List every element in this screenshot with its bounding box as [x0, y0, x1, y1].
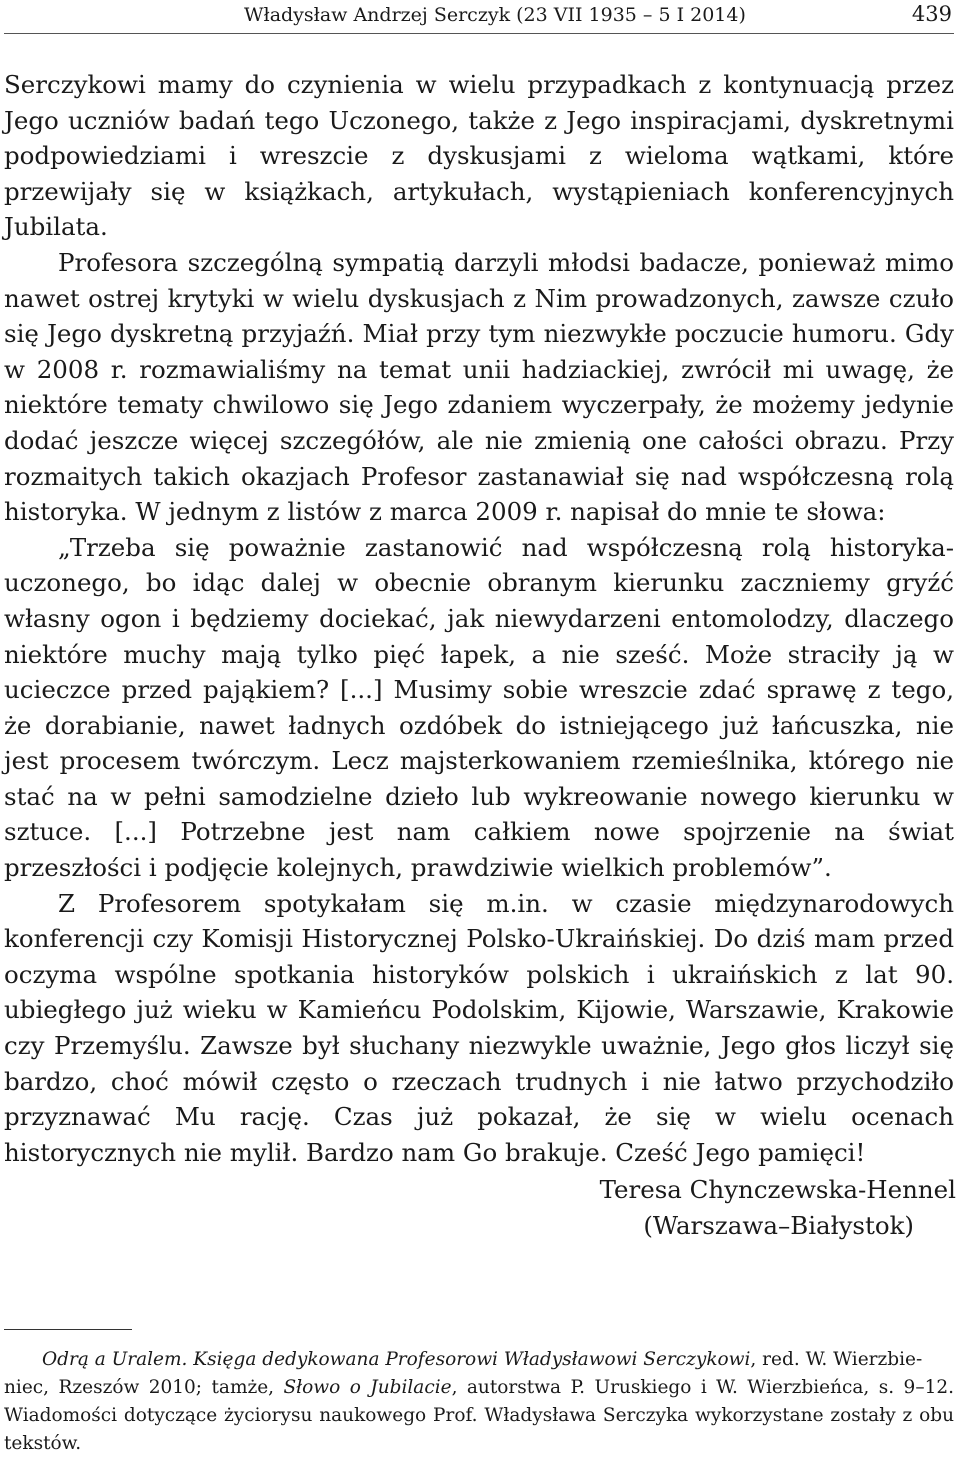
author-name: Teresa Chynczewska-Hennel: [599, 1175, 956, 1204]
footnote-article-title: Słowo o Jubilacie: [283, 1377, 452, 1398]
footnote: [4, 1346, 954, 1458]
page-number: 439: [911, 2, 952, 26]
signature-block: [600, 1172, 956, 1244]
footnote-book-title: Odrą a Uralem. Księga dedykowana Profesorowi Władysławowi Serczykowi: [42, 1349, 751, 1370]
running-title: Władysław Andrzej Serczyk (23 VII 1935 – 5 I 2014): [244, 4, 746, 26]
footnote-text-3: , autorstwa P. Uruskiego i W. Wierzbieńca, s. 9–12. Wiadomości dotyczące życiorysu naukowego Prof. Władysława Serczyka wykorzystane zostały z obu tekstów.: [4, 1377, 954, 1454]
paragraph-2: Profesora szczególną sympatią darzyli młodsi badacze, ponieważ mimo nawet ostrej krytyki w wielu dyskusjach z Nim prowadzonych, zawsze czuło się Jego dyskretną przyjaźń. Miał przy tym niezwykłe poczucie humoru. Gdy w 2008 r. rozmawialiśmy na temat unii hadziackiej, zwrócił mi uwagę, że niektóre tematy chwilowo się Jego zdaniem wyczerpały, że możemy jedynie dodać jeszcze więcej szczegółów, ale nie zmienią one całości obrazu. Przy rozmaitych takich okazjach Profesor zastanawiał się nad współczesną rolą historyka. W jednym z listów z marca 2009 r. napisał do mnie te słowa:: [4, 247, 954, 527]
footnote-rule: [4, 1329, 132, 1330]
header-rule: [4, 33, 954, 34]
main-text: [4, 67, 954, 1170]
quote-paragraph: „Trzeba się poważnie zastanowić nad współczesną rolą historyka-uczonego, bo idąc dalej w obecnie obranym kierunku zaczniemy gryźć własny ogon i będziemy dociekać, jak niewydarzeni entomolodzy, dlaczego niektóre muchy mają tylko pięć łapek, a nie sześć. Może straciły ją w ucieczce przed pająkiem? [...] Musimy sobie wreszcie zdać sprawę z tego, że dorabianie, nawet ładnych ozdóbek do istniejącego już łańcuszka, nie jest procesem twórczym. Lecz majsterkowaniem rzemieślnika, którego nie stać na w pełni samodzielne dzieło lub wykreowanie nowego kierunku w sztuce. [...] Potrzebne jest nam całkiem nowe spojrzenie na świat przeszłości i podjęcie kolejnych, prawdziwie wielkich problemów”.: [4, 532, 954, 883]
footnote-text-2: niec, Rzeszów 2010; tamże,: [4, 1377, 284, 1398]
author-affiliation: (Warszawa–Białystok): [643, 1211, 914, 1240]
footnote-continuation: [4, 1374, 954, 1458]
paragraph-3: Z Profesorem spotykałam się m.in. w czasie międzynarodowych konferencji czy Komisji Historycznej Polsko-Ukraińskiej. Do dziś mam przed oczyma wspólne spotkania historyków polskich i ukraińskich z lat 90. ubiegłego już wieku w Kamieńcu Podolskim, Kijowie, Warszawie, Krakowie czy Przemyślu. Zawsze był słuchany niezwykle uważnie, Jego głos liczył się bardzo, choć mówił często o rzeczach trudnych i nie łatwo przychodziło przyznawać Mu rację. Czas już pokazał, że się w wielu ocenach historycznych nie mylił. Bardzo nam Go brakuje. Cześć Jego pamięci!: [4, 888, 954, 1167]
footnote-text-1: , red. W. Wierzbie-: [750, 1349, 923, 1370]
running-header: [4, 0, 952, 34]
paragraph-1: Serczykowi mamy do czynienia w wielu przypadkach z kontynuacją przez Jego uczniów badań tego Uczonego, także z Jego inspiracjami, dyskretnymi podpowiedziami i wreszcie z dyskusjami z wieloma wątkami, które przewijały się w książkach, artykułach, wystąpieniach konferencyjnych Jubilata.: [4, 70, 954, 242]
